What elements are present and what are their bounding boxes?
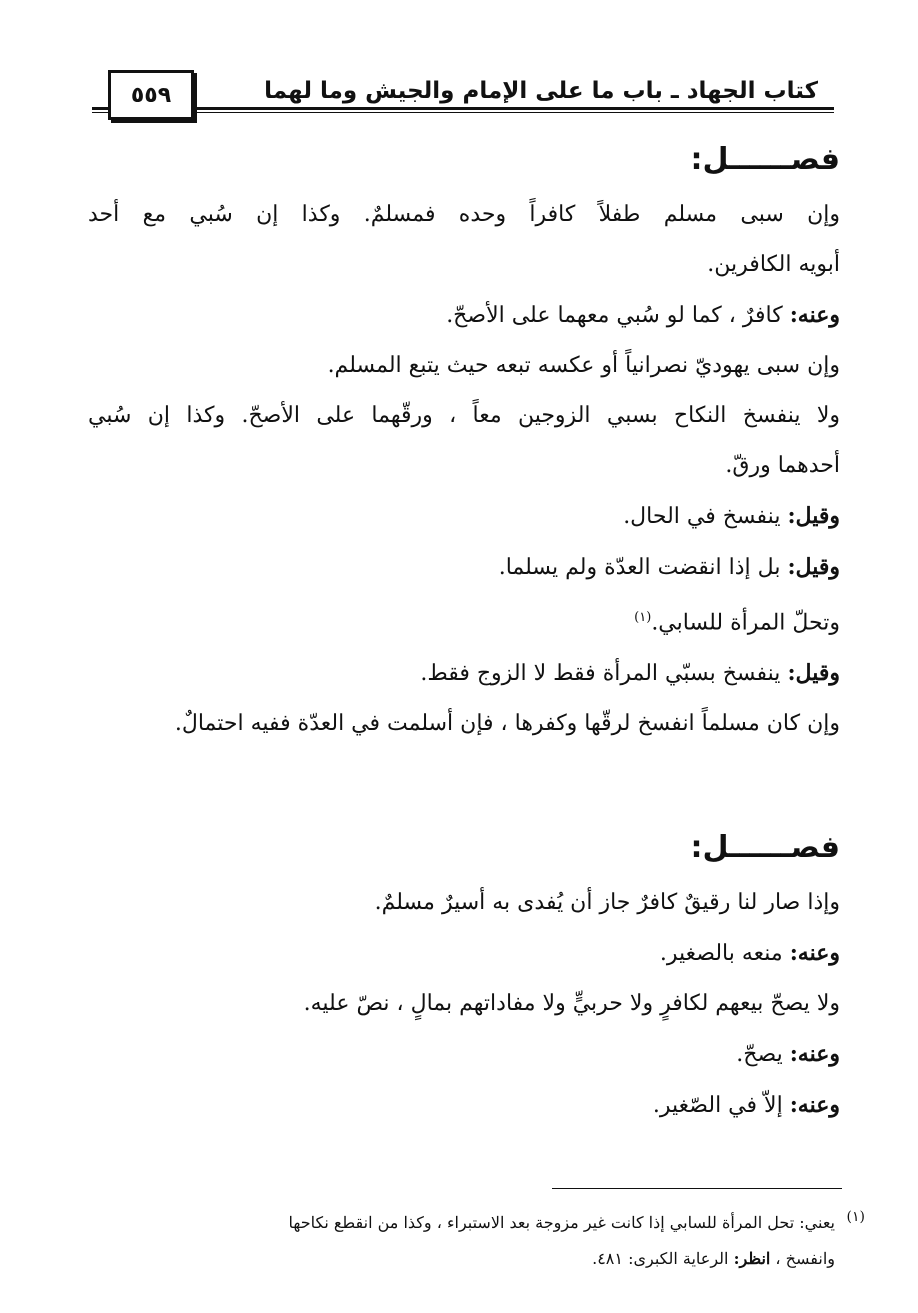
- page-number: ٥٥٩: [108, 70, 194, 120]
- paragraph-line: ولا يصحّ بيعهم لكافرٍ ولا حربيٍّ ولا مفاداتهم بمالٍ ، نصّ عليه.: [303, 991, 840, 1016]
- paragraph-line: وإن كان مسلماً انفسخ لرقّها وكفرها ، فإن أسلمت في العدّة ففيه احتمالٌ.: [174, 711, 840, 737]
- section-2: [88, 818, 840, 1131]
- paragraph-line: وقيل: ينفسخ في الحال.: [623, 503, 840, 529]
- label: وعنه:: [789, 1092, 840, 1118]
- label: وعنه:: [789, 302, 840, 328]
- footnote-line: وانفسخ ، انظر: الرعاية الكبرى: ٤٨١.: [592, 1249, 835, 1268]
- footnote-rule: [552, 1188, 842, 1189]
- section-1: [88, 130, 840, 749]
- label: وعنه:: [789, 940, 840, 966]
- section-heading: فصــــــل:: [690, 142, 840, 177]
- label: وقيل:: [787, 554, 840, 580]
- paragraph-line: وعنه: يصحّ.: [736, 1041, 840, 1067]
- footnote-line: يعني: تحل المرأة للسابي إذا كانت غير مزوجة بعد الاستبراء ، وكذا من انقطع نكاحها: [288, 1213, 835, 1232]
- paragraph-line: ولا ينفسخ النكاح بسبي الزوجين معاً ، ورقّهما على الأصحّ. وكذا إن سُبي: [88, 403, 840, 428]
- label: وعنه:: [789, 1041, 840, 1067]
- header-rule-thin: [92, 112, 834, 113]
- footnote-marker[interactable]: (١): [634, 610, 652, 625]
- paragraph-line: أبويه الكافرين.: [707, 252, 840, 277]
- paragraph-line: وقيل: بل إذا انقضت العدّة ولم يسلما.: [498, 554, 840, 580]
- running-header: [92, 70, 834, 120]
- footnote-number: (١): [846, 1209, 865, 1225]
- paragraph-line: وإذا صار لنا رقيقٌ كافرٌ جاز أن يُفدى به أسيرٌ مسلمٌ.: [374, 890, 840, 915]
- paragraph-line: وإن سبى يهوديّ نصرانياً أو عكسه تبعه حيث يتبع المسلم.: [327, 353, 840, 378]
- paragraph-line: أحدهما ورقّ.: [725, 453, 840, 478]
- footnote: [100, 1205, 865, 1277]
- label: وقيل:: [787, 503, 840, 529]
- label: انظر:: [733, 1249, 771, 1268]
- section-heading: فصــــــل:: [690, 830, 840, 865]
- paragraph-line: وتحلّ المرأة للسابي.$^{(١)}$: [634, 610, 840, 636]
- header-title: كتاب الجهاد ـ باب ما على الإمام والجيش وما لهما: [264, 78, 818, 104]
- paragraph-line: وعنه: إلاّ في الصّغير.: [652, 1092, 840, 1118]
- paragraph-line: وقيل: ينفسخ بسبّي المرأة فقط لا الزوج فقط.: [420, 660, 840, 687]
- header-rule: [92, 107, 834, 110]
- paragraph-line: وإن سبى مسلم طفلاً كافراً وحده فمسلمٌ. وكذا إن سُبي مع أحد: [88, 202, 840, 227]
- label: وقيل:: [787, 660, 840, 687]
- paragraph-line: وعنه: منعه بالصغير.: [659, 940, 840, 966]
- paragraph-line: وعنه: كافرٌ ، كما لو سُبي معهما على الأصحّ.: [446, 302, 840, 328]
